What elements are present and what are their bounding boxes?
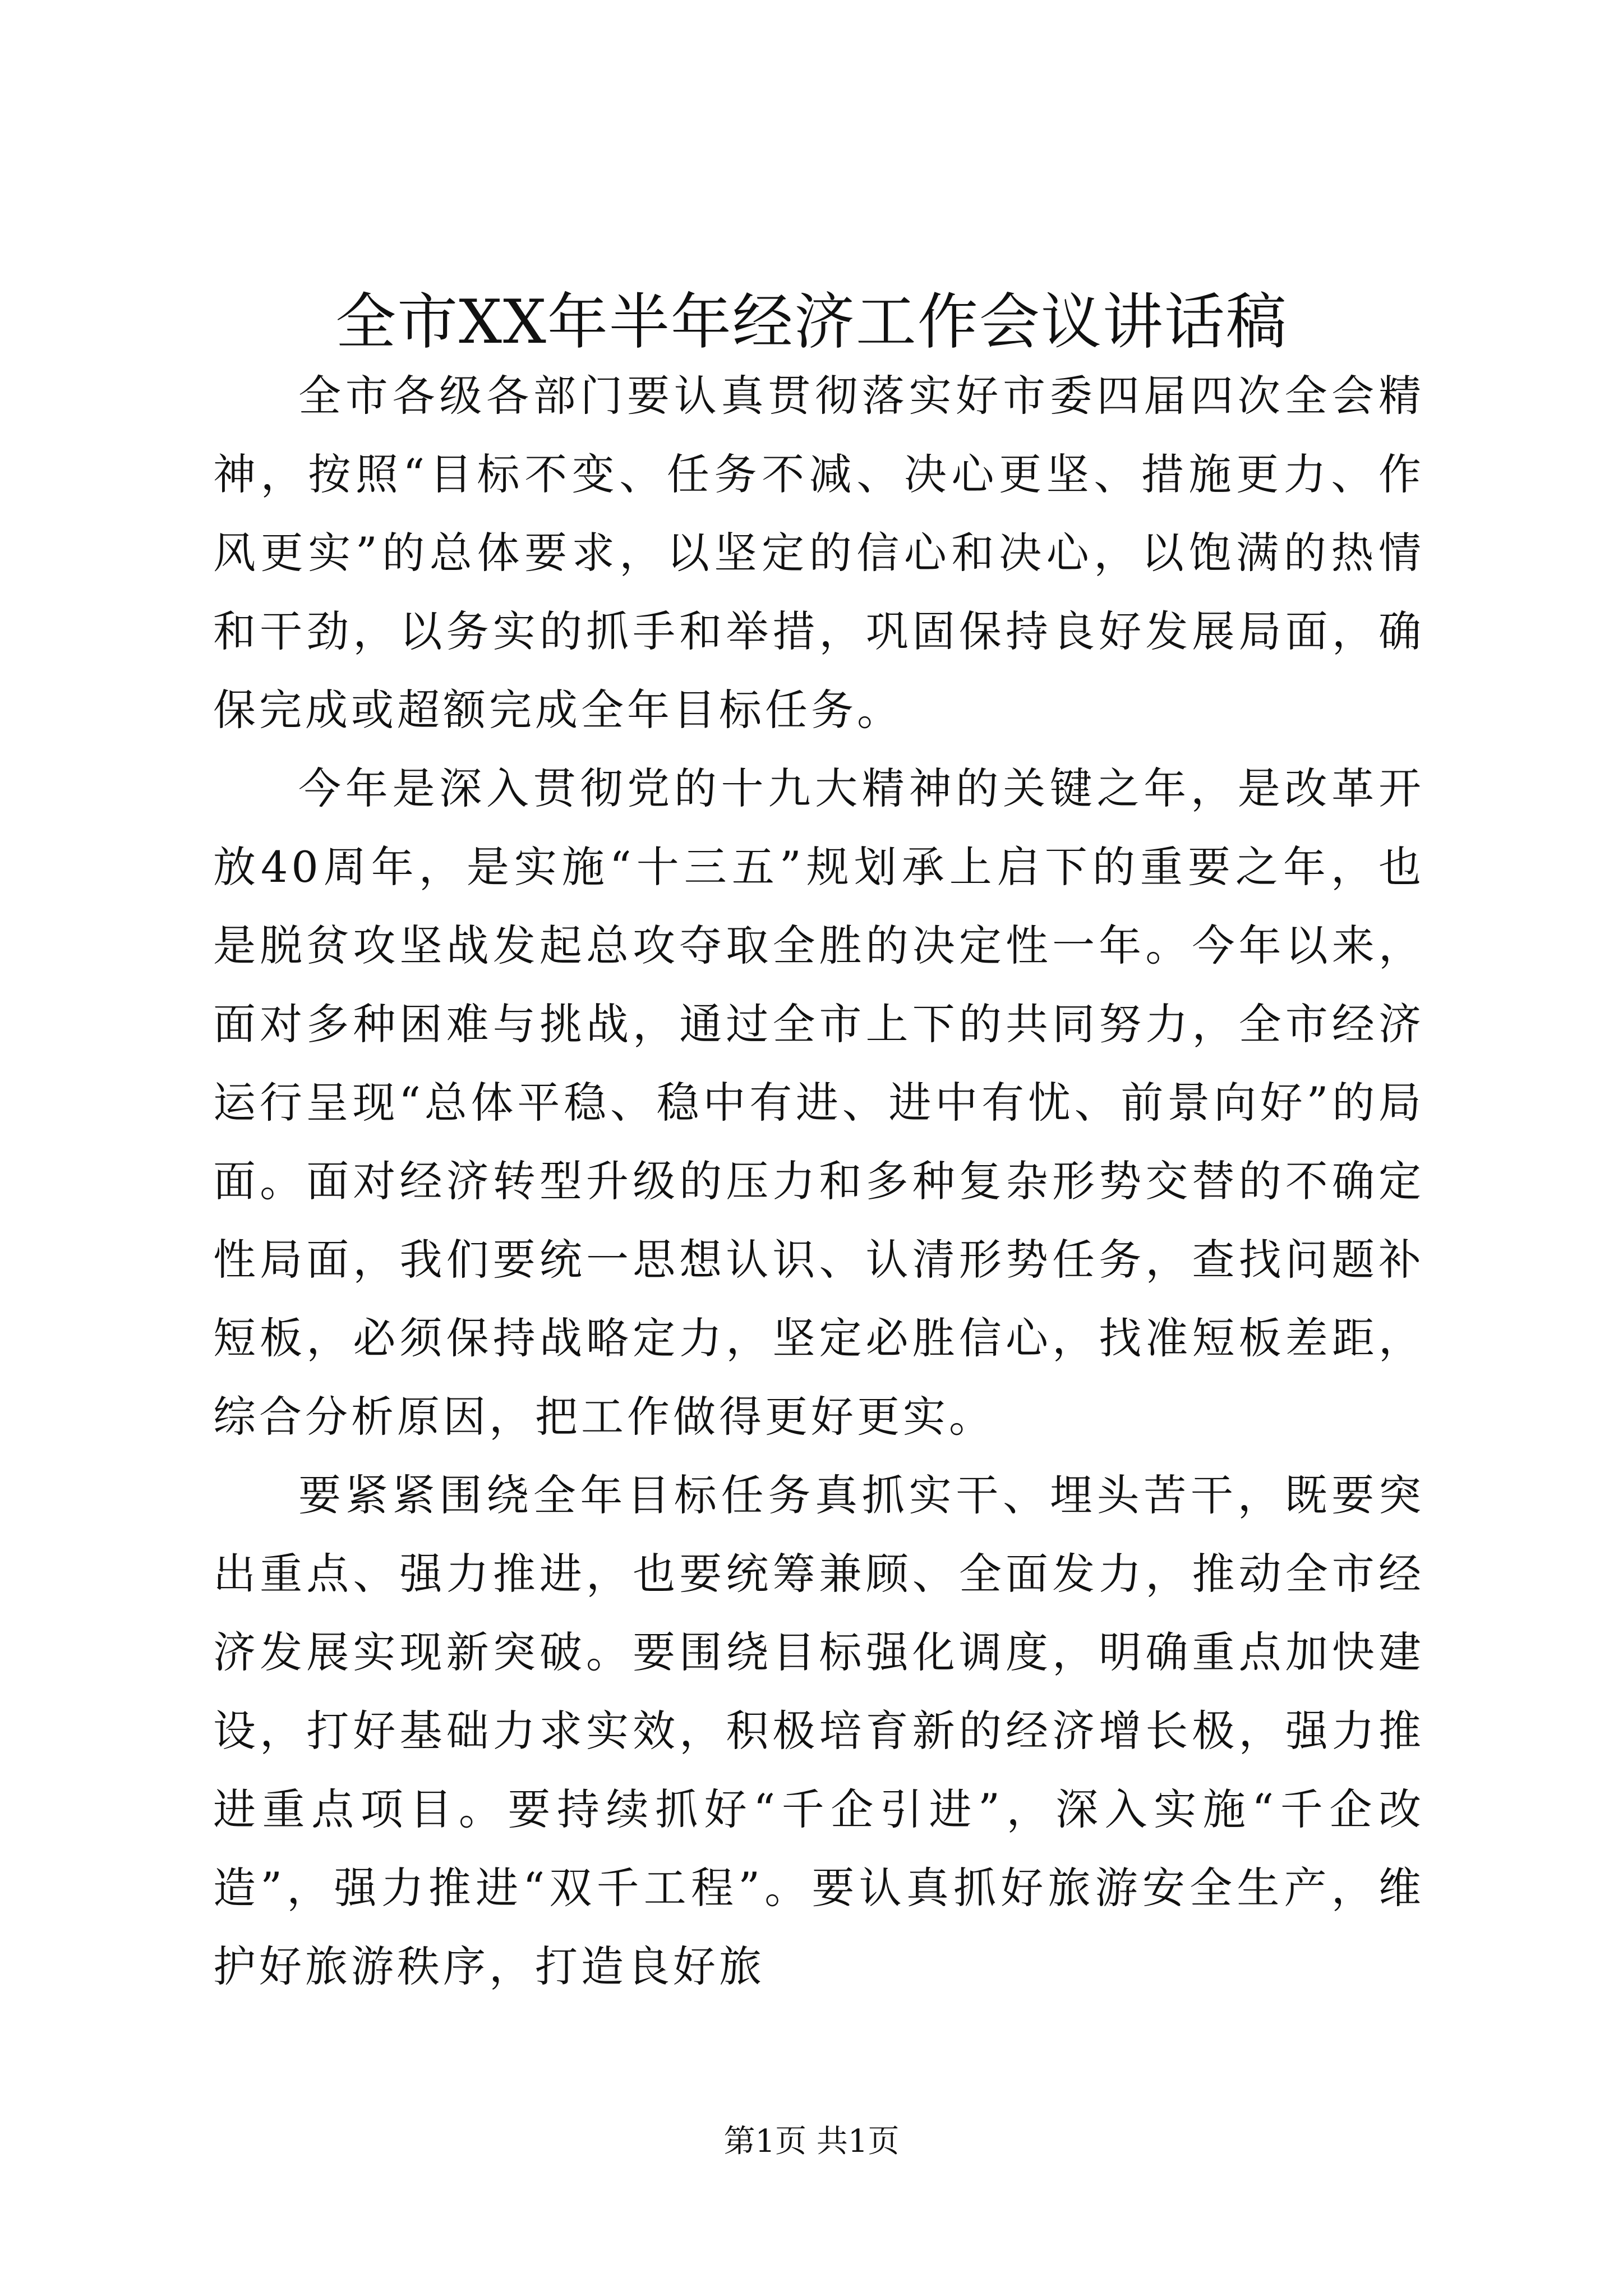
- document-title: 全市XX年半年经济工作会议讲话稿: [335, 287, 1288, 357]
- body-paragraph-2: 今年是深入贯彻党的十九大精神的关键之年，是改革开放40周年，是实施“十三五”规划承上启下的重要之年，也是脱贫攻坚战发起总攻夺取全胜的决定性一年。今年以来，面对多种困难与挑战，通过全市上下的共同努力，全市经济运行呈现“总体平稳、稳中有进、进中有忧、前景向好”的局面。面对经济转型升级的压力和多种复杂形势交替的不确定性局面，我们要统一思想认识、认清形势任务，查找问题补短板，必须保持战略定力，坚定必胜信心，找准短板差距，综合分析原因，把工作做得更好更实。: [213, 763, 1424, 1442]
- page-footer: 第1页 共1页: [723, 2123, 900, 2160]
- body-paragraph-3: 要紧紧围绕全年目标任务真抓实干、埋头苦干，既要突出重点、强力推进，也要统筹兼顾、全面发力，推动全市经济发展实现新突破。要围绕目标强化调度，明确重点加快建设，打好基础力求实效，积极培育新的经济增长极，强力推进重点项目。要持续抓好“千企引进”，深入实施“千企改造”，强力推进“双千工程”。要认真抓好旅游安全生产，维护好旅游秩序，打造良好旅: [213, 1470, 1424, 1991]
- body-paragraph-1: 全市各级各部门要认真贯彻落实好市委四届四次全会精神，按照“目标不变、任务不减、决心更坚、措施更力、作风更实”的总体要求，以坚定的信心和决心，以饱满的热情和干劲，以务实的抓手和举措，巩固保持良好发展局面，确保完成或超额完成全年目标任务。: [213, 371, 1424, 735]
- document-body: [213, 357, 1424, 2006]
